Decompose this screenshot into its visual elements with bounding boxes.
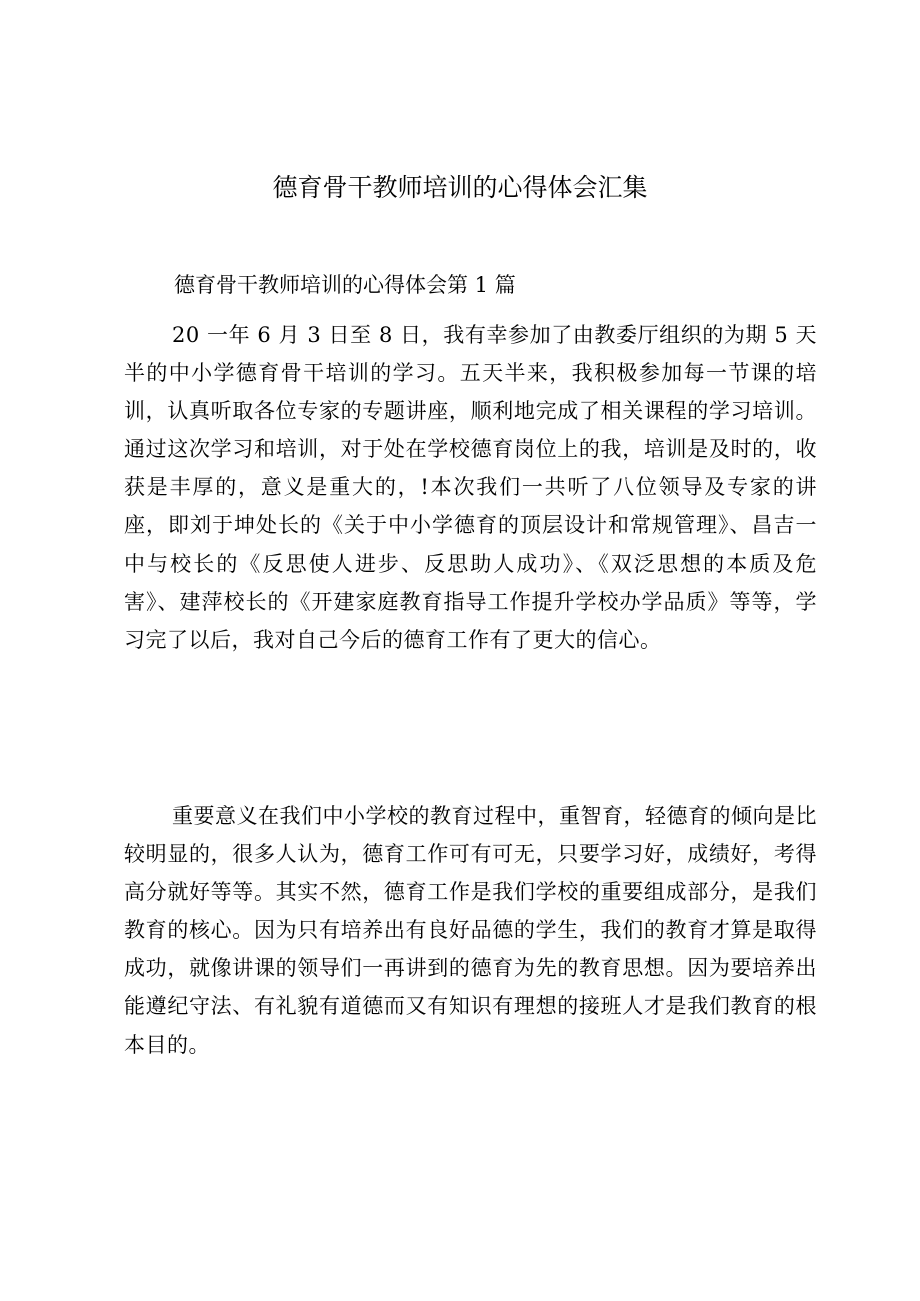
body-paragraph-1: 20 一年 6 月 3 日至 8 日，我有幸参加了由教委厅组织的为期 5 天半的中小学德育骨干培训的学习。五天半来，我积极参加每一节课的培训，认真听取各位专家的专题讲座，顺利地完成了相关课程的学习培训。通过这次学习和培训，对于处在学校德育岗位上的我，培训是及时的，收获是丰厚的，意义是重大的，!本次我们一共听了八位领导及专家的讲座，即刘于坤处长的《关于中小学德育的顶层设计和常规管理》、昌吉一中与校长的《反思使人进步、反思助人成功》、《双泛思想的本质及危害》、建萍校长的《开建家庭教育指导工作提升学校办学品质》等等，学习完了以后，我对自己今后的德育工作有了更大的信心。 xyxy=(124,323,817,652)
body-paragraph-2: 重要意义在我们中小学校的教育过程中，重智育，轻德育的倾向是比较明显的，很多人认为，德育工作可有可无，只要学习好，成绩好，考得高分就好等等。其实不然，德育工作是我们学校的重要组成部分，是我们教育的核心。因为只有培养出有良好品德的学生，我们的教育才算是取得成功，就像讲课的领导们一再讲到的德育为先的教育思想。因为要培养出能遵纪守法、有礼貌有道德而又有知识有理想的接班人才是我们教育的根本目的。 xyxy=(124,804,817,1057)
document-title: 德育骨干教师培训的心得体会汇集 xyxy=(272,173,648,202)
section-heading: 德育骨干教师培训的心得体会第 1 篇 xyxy=(174,273,516,297)
